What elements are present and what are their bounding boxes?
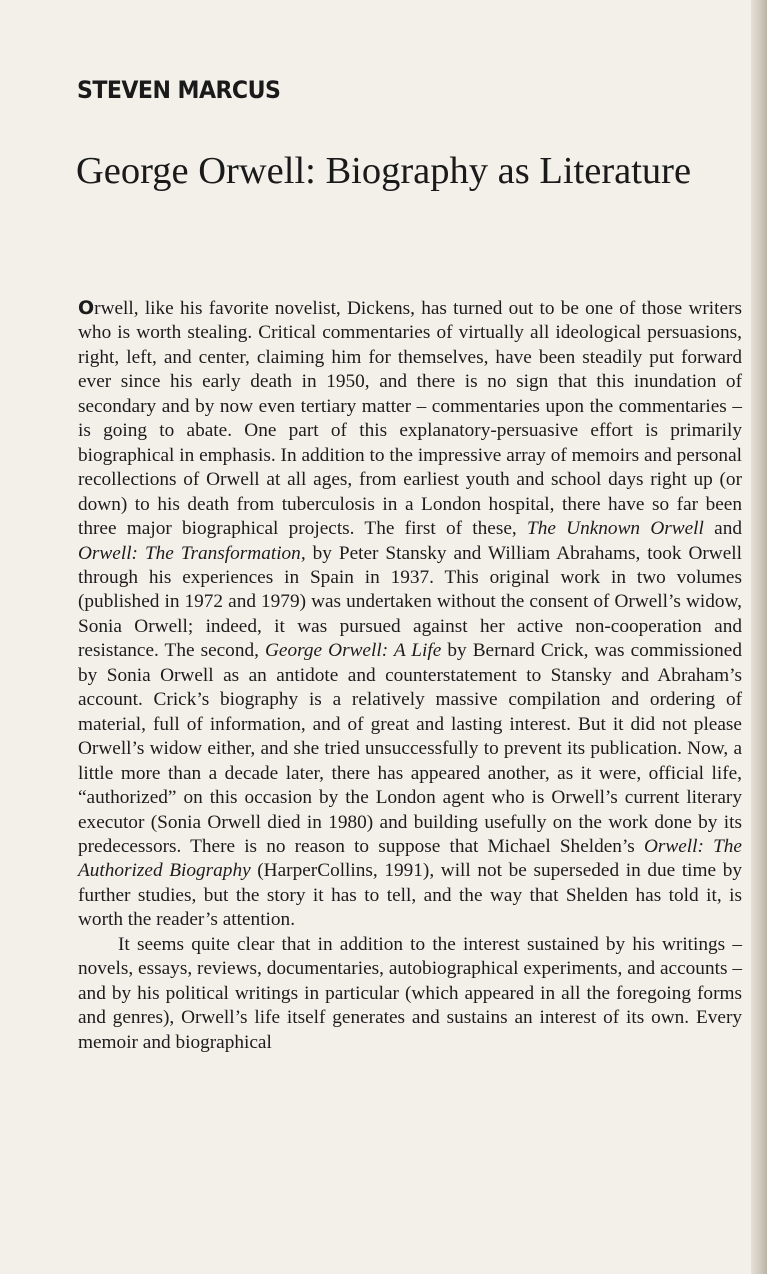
text-run: rwell, like his favorite novelist, Dickens, has turned out to be one of those writers who is worth stealing. Critical commentaries of virtually all ideological persuasions, right, left, and center, claiming him for themselves, have been steadily put forward ever since his early death in 1950, and there is no sign that this inundation of secondary and by now even tertiary matter – commentaries upon the commentaries – is going to abate. One part of this explanatory-persuasive effort is primarily biographical in emphasis. In addition to the impressive array of memoirs and personal recollections of Orwell at all ages, from earliest youth and school days right up (or down) to his death from tuberculosis in a London hospital, there have so far been three major biographical projects. The first of these,	[78, 298, 742, 540]
text-run: and	[703, 518, 742, 540]
text-run: by Bernard Crick, was commissioned by Sonia Orwell as an antidote and counterstatement to Stansky and Abraham’s account. Crick’s biography is a relatively massive compilation and ordering of material, full of information, and of great and lasting interest. But it did not please Orwell’s widow either, and she tried unsuccessfully to prevent its publication. Now, a little more than a decade later, there has appeared another, as it were, official life, “authorized” on this occasion by the London agent who is Orwell’s current literary executor (Sonia Orwell died in 1980) and building usefully on the work done by its predecessors. There is no reason to suppose that Michael Shelden’s	[78, 640, 742, 857]
book-title: Orwell: The Authorized Biography	[78, 835, 742, 882]
book-title: George Orwell: A Life	[264, 640, 442, 662]
paragraph-1	[78, 296, 742, 933]
page-edge	[751, 0, 767, 1274]
chapter-title: George Orwell: Biography as Literature	[76, 150, 692, 192]
text-run: by Peter Stansky and William Abrahams, took Orwell through his experiences in Spain in 1937. This original work in two volumes (published in 1972 and 1979) was undertaken without the consent of Orwell’s widow, Sonia Orwell; indeed, it was pursued against her active non-cooperation and resistance. The second,	[78, 542, 743, 662]
paragraph-2: It seems quite clear that in addition to the interest sustained by his writings – novels, essays, reviews, documentaries, autobiographical experiments, and accounts – and by his political writings in particular (which appeared in all the foregoing forms and genres), Orwell’s life itself generates and sustains an interest of its own. Every memoir and biographical	[78, 933, 742, 1053]
text-run: (HarperCollins, 1991), will not be superseded in due time by further studies, but the story it has to tell, and the way that Shelden has told it, is worth the reader’s attention.	[78, 860, 742, 931]
body-text	[78, 296, 742, 1055]
author-name: STEVEN MARCUS	[77, 76, 281, 104]
book-title: The Unknown Orwell	[526, 518, 704, 540]
book-title: Orwell: The Transformation,	[78, 542, 306, 564]
drop-cap: O	[78, 297, 95, 319]
